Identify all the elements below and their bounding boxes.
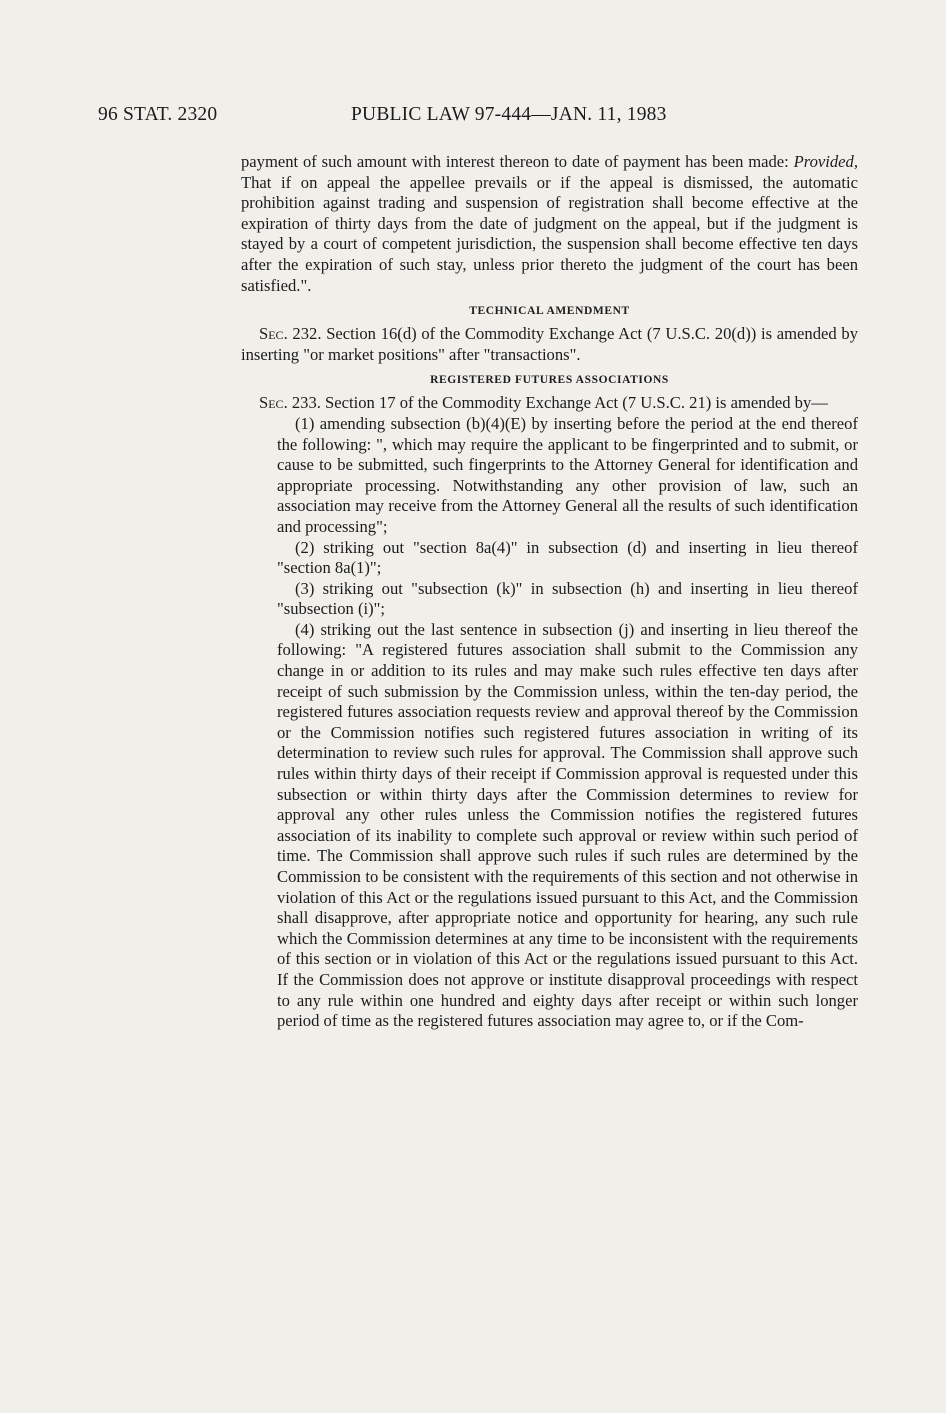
list-item: (4) striking out the last sentence in subsection (j) and inserting in lieu thereof the following: "A registered futures association shall submit to the Commission any change in or addition to its rules and may make such rules effective ten days after receipt of such submission by the Commission unless, within the ten-day period, the registered futures association requests review and approval thereof by the Commission or the Commission notifies such registered futures association in writing of its determination to review such rules for approval. The Commission shall approve such rules within thirty days of their receipt if Commission approval is requested under this subsection or within thirty days after the Commission determines to review for approval any other rules unless the Commission notifies the registered futures association of its inability to complete such approval or review within such period of time. The Commission shall approve such rules if such rules are determined by the Commission to be consistent with the requirements of this section and not otherwise in violation of this Act or the regulations issued pursuant to this Act, and the Commission shall disapprove, after appropriate notice and opportunity for hearing, any such rule which the Commission determines at any time to be inconsistent with the requirements of this section or in violation of this Act or the regulations issued pursuant to this Act. If the Commission does not approve or institute disapproval proceedings with respect to any rule within one hundred and eighty days after receipt or within such longer period of time as the registered futures association may agree to, or if the Com- bbox=[277, 619, 858, 1031]
section-232: Sec. 232. Section 16(d) of the Commodity Exchange Act (7 U.S.C. 20(d)) is amended by inserting "or market positions" after "transactions". bbox=[241, 324, 858, 364]
list-item: (1) amending subsection (b)(4)(E) by inserting before the period at the end thereof the following: ", which may require the applicant to be fingerprinted and to submit, or cause to be submitted, such fingerprints to the Attorney General for identification and appropriate processing. Notwithstanding any other provision of law, such an association may receive from the Attorney General all the results of such identification and processing"; bbox=[277, 413, 858, 536]
section-heading-technical-amendment: TECHNICAL AMENDMENT bbox=[469, 305, 630, 318]
section-heading-registered-futures-associations: REGISTERED FUTURES ASSOCIATIONS bbox=[430, 374, 669, 387]
statute-page-number: 96 STAT. 2320 bbox=[98, 104, 218, 125]
continued-paragraph: payment of such amount with interest thereon to date of payment has been made: Provided, That if on appeal the appellee prevails or if the appeal is dismissed, the automatic prohibition against trading and suspension of registration shall become effective at the expiration of thirty days from the date of judgment on the appeal, but if the judgment is stayed by a court of competent jurisdiction, the suspension shall become effective ten days after the expiration of such stay, unless prior thereto the judgment of the court has been satisfied.". bbox=[241, 152, 858, 295]
list-item: (3) striking out "subsection (k)" in subsection (h) and inserting in lieu thereof "subsection (i)"; bbox=[277, 578, 858, 619]
section-label: Sec. 232. bbox=[259, 324, 322, 344]
section-233: Sec. 233. Section 17 of the Commodity Exchange Act (7 U.S.C. 21) is amended by— bbox=[259, 393, 828, 413]
list-item: (2) striking out "section 8a(4)" in subsection (d) and inserting in lieu thereof "section 8a(1)"; bbox=[277, 537, 858, 578]
running-head bbox=[98, 104, 848, 132]
amendment-list bbox=[277, 414, 858, 1032]
public-law-title: PUBLIC LAW 97-444—JAN. 11, 1983 bbox=[351, 104, 667, 125]
body-text bbox=[241, 152, 858, 1032]
section-label: Sec. 233. bbox=[259, 393, 321, 413]
provided-term: Provided, bbox=[793, 152, 858, 171]
